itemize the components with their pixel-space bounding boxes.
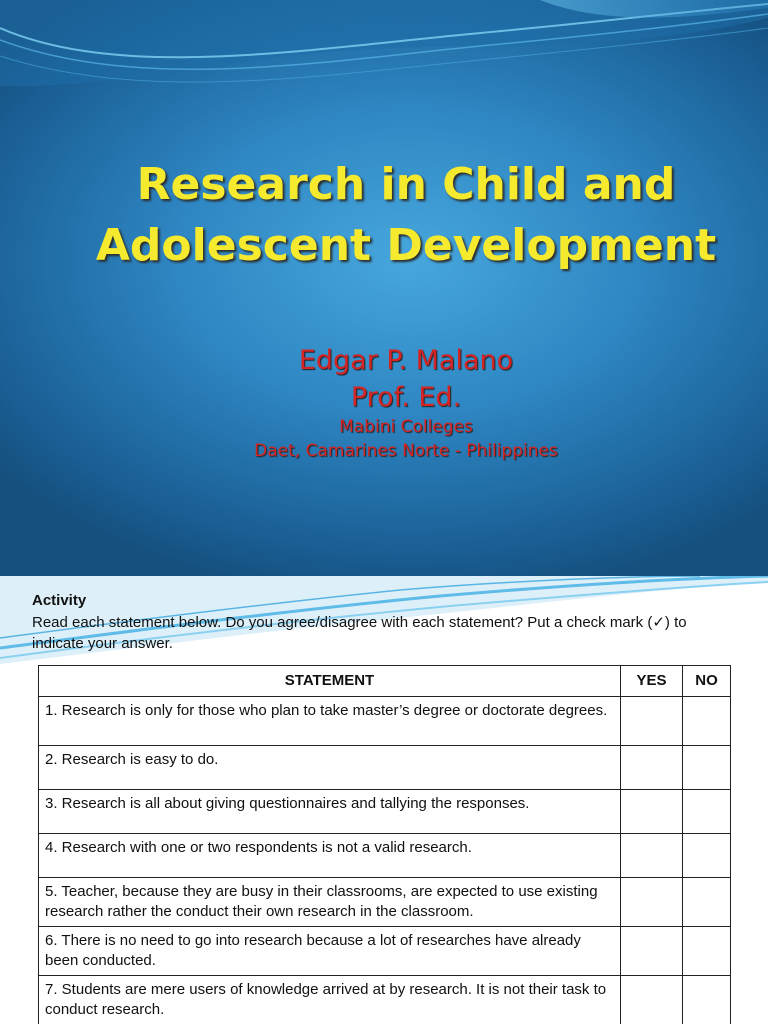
table-row <box>39 746 731 790</box>
yes-cell[interactable] <box>621 790 683 834</box>
yes-cell[interactable] <box>621 976 683 1024</box>
no-cell[interactable] <box>683 878 731 927</box>
author-name: Edgar P. Malano <box>298 345 514 376</box>
yes-cell[interactable] <box>621 746 683 790</box>
statement-cell: 3. Research is all about giving questionnaires and tallying the responses. <box>39 790 621 834</box>
yes-cell[interactable] <box>621 697 683 746</box>
title-line-1: Research in Child and <box>136 159 676 210</box>
activity-heading: Activity <box>32 592 87 609</box>
no-cell[interactable] <box>683 746 731 790</box>
institution-name: Mabini Colleges <box>339 417 473 437</box>
header-statement: STATEMENT <box>39 666 621 697</box>
title-line-2: Adolescent Development <box>95 220 717 271</box>
activity-slide <box>0 576 768 1024</box>
statement-cell: 7. Students are mere users of knowledge arrived at by research. It is not their task to conduct research. <box>39 976 621 1024</box>
statement-cell: 1. Research is only for those who plan to take master’s degree or doctorate degrees. <box>39 697 621 746</box>
statement-cell: 4. Research with one or two respondents is not a valid research. <box>39 834 621 878</box>
yes-cell[interactable] <box>621 927 683 976</box>
table-row <box>39 790 731 834</box>
header-no: NO <box>683 666 731 697</box>
activity-instructions: Read each statement below. Do you agree/disagree with each statement? Put a check mark (✓) to indicate your answer. <box>32 614 687 652</box>
table-row <box>39 976 731 1024</box>
no-cell[interactable] <box>683 790 731 834</box>
no-cell[interactable] <box>683 834 731 878</box>
statement-cell: 2. Research is easy to do. <box>39 746 621 790</box>
table-row <box>39 834 731 878</box>
header-yes: YES <box>621 666 683 697</box>
table-row <box>39 878 731 927</box>
no-cell[interactable] <box>683 976 731 1024</box>
institution-location: Daet, Camarines Norte - Philippines <box>254 441 558 461</box>
author-position: Prof. Ed. <box>350 382 462 413</box>
no-cell[interactable] <box>683 697 731 746</box>
statement-cell: 5. Teacher, because they are busy in their classrooms, are expected to use existing research rather the conduct their own research in the classroom. <box>39 878 621 927</box>
table-row <box>39 927 731 976</box>
table-row <box>39 697 731 746</box>
statement-cell: 6. There is no need to go into research because a lot of researches have already been conducted. <box>39 927 621 976</box>
table-header-row <box>39 666 731 697</box>
no-cell[interactable] <box>683 927 731 976</box>
yes-cell[interactable] <box>621 834 683 878</box>
yes-cell[interactable] <box>621 878 683 927</box>
statement-table <box>38 665 731 1024</box>
